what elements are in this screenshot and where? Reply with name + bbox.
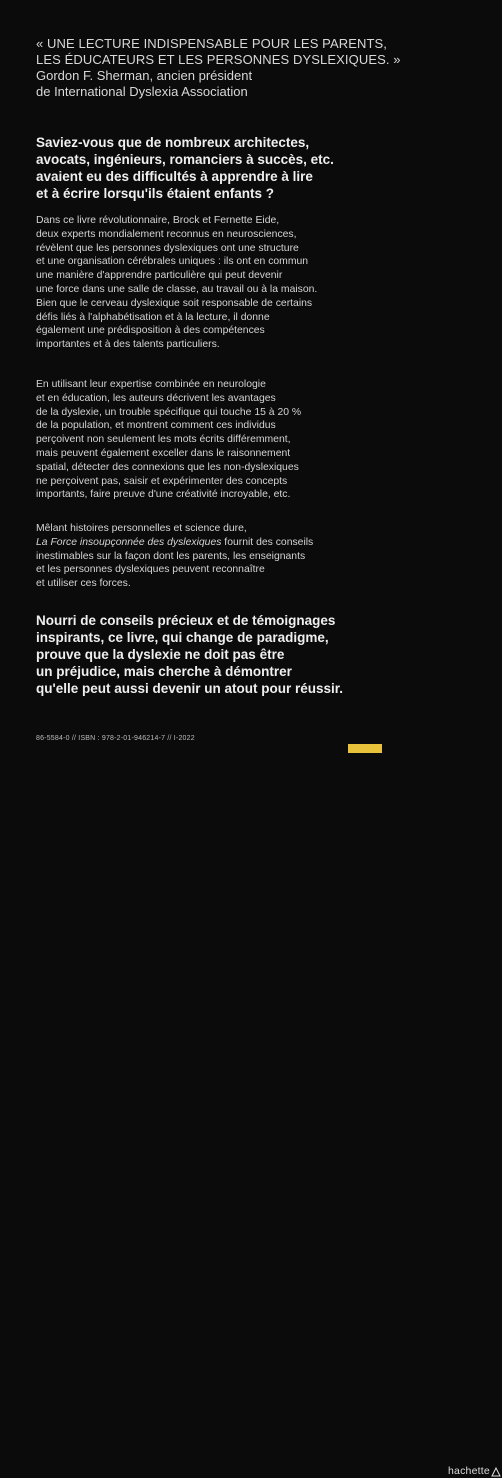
- text-line: deux experts mondialement reconnus en neurosciences,: [36, 228, 297, 240]
- text-line: Dans ce livre révolutionnaire, Brock et Fernette Eide,: [36, 215, 280, 226]
- endorsement-quote: [36, 36, 476, 100]
- text-line: inestimables sur la façon dont les parents, les enseignants: [36, 550, 306, 562]
- text-line: une manière d'apprendre particulière qui peut devenir: [36, 270, 283, 282]
- quote-attribution: de International Dyslexia Association: [36, 84, 248, 99]
- lead-question: [36, 134, 476, 202]
- text-line: de la dyslexie, un trouble spécifique qui touche 15 à 20 %: [36, 406, 302, 418]
- text-fragment: fournit des conseils: [221, 536, 314, 548]
- quote-line: LES ÉDUCATEURS ET LES PERSONNES DYSLEXIQUES. »: [36, 52, 401, 67]
- lead-line: avaient eu des difficultés à apprendre à lire: [36, 169, 313, 184]
- book-title: La Force insoupçonnée des dyslexiques: [36, 536, 222, 548]
- text-line: mais peuvent également exceller dans le raisonnement: [36, 447, 291, 459]
- text-line: et en éducation, les auteurs décrivent les avantages: [36, 392, 276, 404]
- publisher-logo-icon: [490, 1466, 502, 1478]
- closing-line: prouve que la dyslexie ne doit pas être: [36, 647, 285, 662]
- closing-statement: [36, 612, 476, 697]
- lead-line: et à écrire lorsqu'ils étaient enfants ?: [36, 186, 275, 201]
- lead-line: avocats, ingénieurs, romanciers à succès, etc.: [36, 152, 334, 167]
- text-line: perçoivent non seulement les mots écrits différemment,: [36, 434, 291, 446]
- lead-line: Saviez-vous que de nombreux architectes,: [36, 135, 310, 150]
- text-line: importantes et à des talents particuliers.: [36, 339, 220, 351]
- text-line: spatial, détecter des connexions que les non-dyslexiques: [36, 461, 299, 473]
- text-line: révèlent que les personnes dyslexiques ont une structure: [36, 242, 299, 254]
- publisher-name: hachette: [448, 1465, 490, 1477]
- paragraph-advice: [36, 522, 476, 591]
- footer-bar: [36, 732, 490, 1477]
- text-line: et les personnes dyslexiques peuvent reconnaître: [36, 564, 265, 576]
- text-line: une force dans une salle de classe, au travail ou à la maison.: [36, 283, 318, 295]
- isbn-text: 86-5584-0 // ISBN : 978-2-01-946214-7 // I-2022: [36, 735, 195, 742]
- text-line: également une prédisposition à des compétences: [36, 325, 265, 337]
- text-line: Mêlant histoires personnelles et science dure,: [36, 523, 247, 534]
- quote-attribution: Gordon F. Sherman, ancien président: [36, 68, 253, 83]
- paragraph-expertise: [36, 378, 476, 502]
- closing-line: un préjudice, mais cherche à démontrer: [36, 664, 292, 679]
- text-line: et une organisation cérébrales uniques : ils ont en commun: [36, 256, 309, 268]
- text-line: En utilisant leur expertise combinée en neurologie: [36, 379, 266, 390]
- text-line: de la population, et montrent comment ces individus: [36, 420, 276, 432]
- text-line: ne perçoivent pas, saisir et expérimenter des concepts: [36, 475, 288, 487]
- accent-tab: [348, 744, 382, 753]
- text-line: Bien que le cerveau dyslexique soit responsable de certains: [36, 297, 313, 309]
- closing-line: qu'elle peut aussi devenir un atout pour réussir.: [36, 681, 344, 696]
- text-line: défis liés à l'alphabétisation et à la lecture, il donne: [36, 311, 270, 323]
- quote-line: « UNE LECTURE INDISPENSABLE POUR LES PARENTS,: [36, 36, 388, 51]
- text-line: [36, 536, 476, 550]
- text-line: et utiliser ces forces.: [36, 578, 131, 590]
- closing-line: Nourri de conseils précieux et de témoignages: [36, 613, 336, 628]
- closing-line: inspirants, ce livre, qui change de paradigme,: [36, 630, 329, 645]
- paragraph-intro: [36, 214, 476, 352]
- text-line: importants, faire preuve d'une créativité incroyable, etc.: [36, 489, 291, 501]
